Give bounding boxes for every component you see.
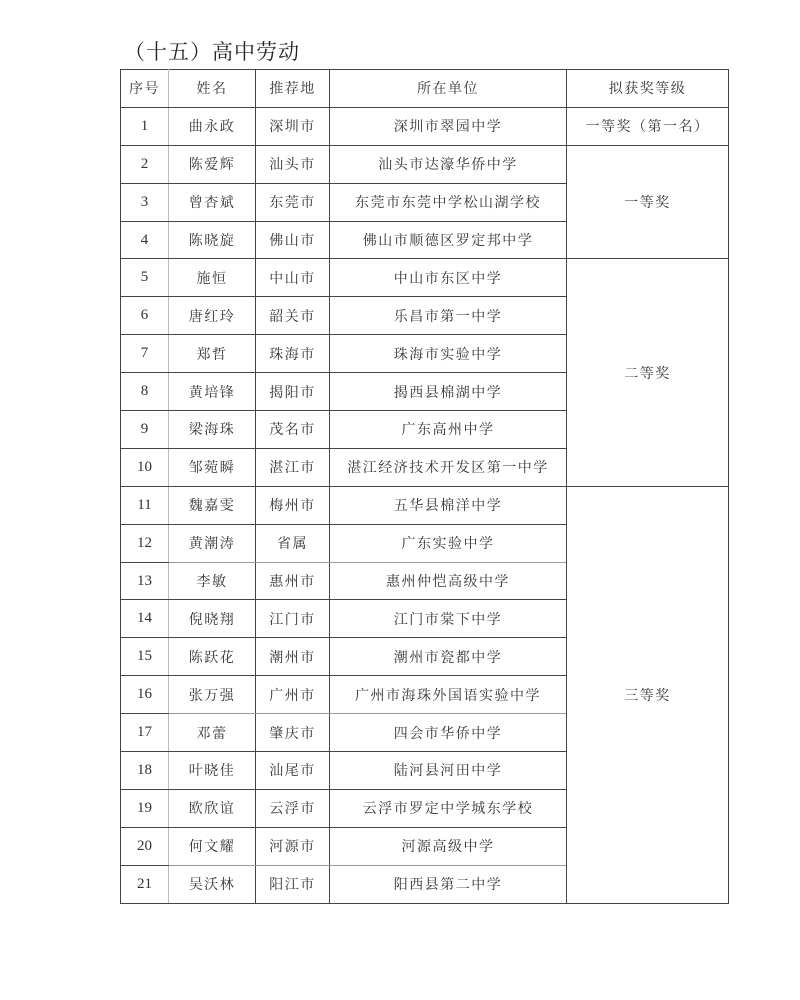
cell-unit: 惠州仲恺高级中学 xyxy=(330,562,567,600)
cell-place: 惠州市 xyxy=(256,562,330,600)
cell-name: 郑哲 xyxy=(169,335,256,373)
cell-no: 10 xyxy=(121,448,169,486)
cell-no: 8 xyxy=(121,373,169,411)
cell-place: 省属 xyxy=(256,524,330,562)
cell-place: 河源市 xyxy=(256,827,330,865)
cell-unit: 广东高州中学 xyxy=(330,411,567,449)
section-title: （十五）高中劳动 xyxy=(124,40,300,64)
cell-unit: 中山市东区中学 xyxy=(330,259,567,297)
header-award: 拟获奖等级 xyxy=(567,70,729,108)
cell-place: 肇庆市 xyxy=(256,714,330,752)
cell-place: 揭阳市 xyxy=(256,373,330,411)
cell-place: 佛山市 xyxy=(256,221,330,259)
cell-place: 珠海市 xyxy=(256,335,330,373)
cell-award: 三等奖 xyxy=(567,486,729,903)
cell-place: 汕尾市 xyxy=(256,752,330,790)
cell-name: 欧欣谊 xyxy=(169,789,256,827)
cell-award: 一等奖 xyxy=(567,145,729,259)
cell-no: 3 xyxy=(121,183,169,221)
header-name: 姓名 xyxy=(169,70,256,108)
cell-unit: 揭西县棉湖中学 xyxy=(330,373,567,411)
cell-no: 5 xyxy=(121,259,169,297)
cell-place: 汕头市 xyxy=(256,145,330,183)
cell-place: 中山市 xyxy=(256,259,330,297)
cell-unit: 广东实验中学 xyxy=(330,524,567,562)
cell-unit: 乐昌市第一中学 xyxy=(330,297,567,335)
cell-no: 14 xyxy=(121,600,169,638)
table-row xyxy=(121,259,729,297)
cell-no: 20 xyxy=(121,827,169,865)
cell-no: 2 xyxy=(121,145,169,183)
cell-name: 施恒 xyxy=(169,259,256,297)
cell-place: 韶关市 xyxy=(256,297,330,335)
cell-no: 11 xyxy=(121,486,169,524)
cell-name: 曾杏斌 xyxy=(169,183,256,221)
header-unit: 所在单位 xyxy=(330,70,567,108)
cell-place: 广州市 xyxy=(256,676,330,714)
cell-place: 东莞市 xyxy=(256,183,330,221)
cell-award: 二等奖 xyxy=(567,259,729,486)
cell-place: 云浮市 xyxy=(256,789,330,827)
cell-place: 梅州市 xyxy=(256,486,330,524)
cell-unit: 河源高级中学 xyxy=(330,827,567,865)
cell-place: 茂名市 xyxy=(256,411,330,449)
cell-unit: 五华县棉洋中学 xyxy=(330,486,567,524)
cell-no: 18 xyxy=(121,752,169,790)
cell-no: 1 xyxy=(121,107,169,145)
cell-name: 陈爱辉 xyxy=(169,145,256,183)
cell-name: 何文耀 xyxy=(169,827,256,865)
cell-name: 陈晓旋 xyxy=(169,221,256,259)
cell-name: 倪晓翔 xyxy=(169,600,256,638)
cell-unit: 四会市华侨中学 xyxy=(330,714,567,752)
cell-no: 12 xyxy=(121,524,169,562)
cell-unit: 云浮市罗定中学城东学校 xyxy=(330,789,567,827)
cell-name: 张万强 xyxy=(169,676,256,714)
cell-name: 李敏 xyxy=(169,562,256,600)
cell-unit: 湛江经济技术开发区第一中学 xyxy=(330,448,567,486)
cell-no: 17 xyxy=(121,714,169,752)
cell-place: 潮州市 xyxy=(256,638,330,676)
cell-name: 曲永政 xyxy=(169,107,256,145)
cell-unit: 佛山市顺德区罗定邦中学 xyxy=(330,221,567,259)
cell-place: 阳江市 xyxy=(256,865,330,903)
cell-unit: 珠海市实验中学 xyxy=(330,335,567,373)
cell-place: 深圳市 xyxy=(256,107,330,145)
cell-name: 梁海珠 xyxy=(169,411,256,449)
cell-unit: 陆河县河田中学 xyxy=(330,752,567,790)
cell-name: 邹菀瞬 xyxy=(169,448,256,486)
cell-no: 15 xyxy=(121,638,169,676)
cell-no: 9 xyxy=(121,411,169,449)
cell-name: 吴沃林 xyxy=(169,865,256,903)
cell-unit: 江门市棠下中学 xyxy=(330,600,567,638)
cell-name: 黄潮涛 xyxy=(169,524,256,562)
cell-name: 唐红玲 xyxy=(169,297,256,335)
table-row xyxy=(121,486,729,524)
cell-no: 13 xyxy=(121,562,169,600)
table-row xyxy=(121,107,729,145)
award-table xyxy=(120,69,729,904)
cell-no: 4 xyxy=(121,221,169,259)
cell-award: 一等奖（第一名） xyxy=(567,107,729,145)
cell-unit: 潮州市瓷都中学 xyxy=(330,638,567,676)
table-header-row xyxy=(121,70,729,108)
table-row xyxy=(121,145,729,183)
cell-no: 7 xyxy=(121,335,169,373)
cell-place: 湛江市 xyxy=(256,448,330,486)
cell-name: 陈跃花 xyxy=(169,638,256,676)
cell-no: 16 xyxy=(121,676,169,714)
cell-unit: 深圳市翠园中学 xyxy=(330,107,567,145)
cell-name: 邓蕾 xyxy=(169,714,256,752)
cell-no: 6 xyxy=(121,297,169,335)
header-place: 推荐地 xyxy=(256,70,330,108)
cell-unit: 阳西县第二中学 xyxy=(330,865,567,903)
cell-no: 19 xyxy=(121,789,169,827)
cell-unit: 广州市海珠外国语实验中学 xyxy=(330,676,567,714)
cell-unit: 东莞市东莞中学松山湖学校 xyxy=(330,183,567,221)
cell-no: 21 xyxy=(121,865,169,903)
cell-name: 叶晓佳 xyxy=(169,752,256,790)
cell-name: 黄培锋 xyxy=(169,373,256,411)
cell-place: 江门市 xyxy=(256,600,330,638)
cell-name: 魏嘉雯 xyxy=(169,486,256,524)
header-no: 序号 xyxy=(121,70,169,108)
cell-unit: 汕头市达濠华侨中学 xyxy=(330,145,567,183)
